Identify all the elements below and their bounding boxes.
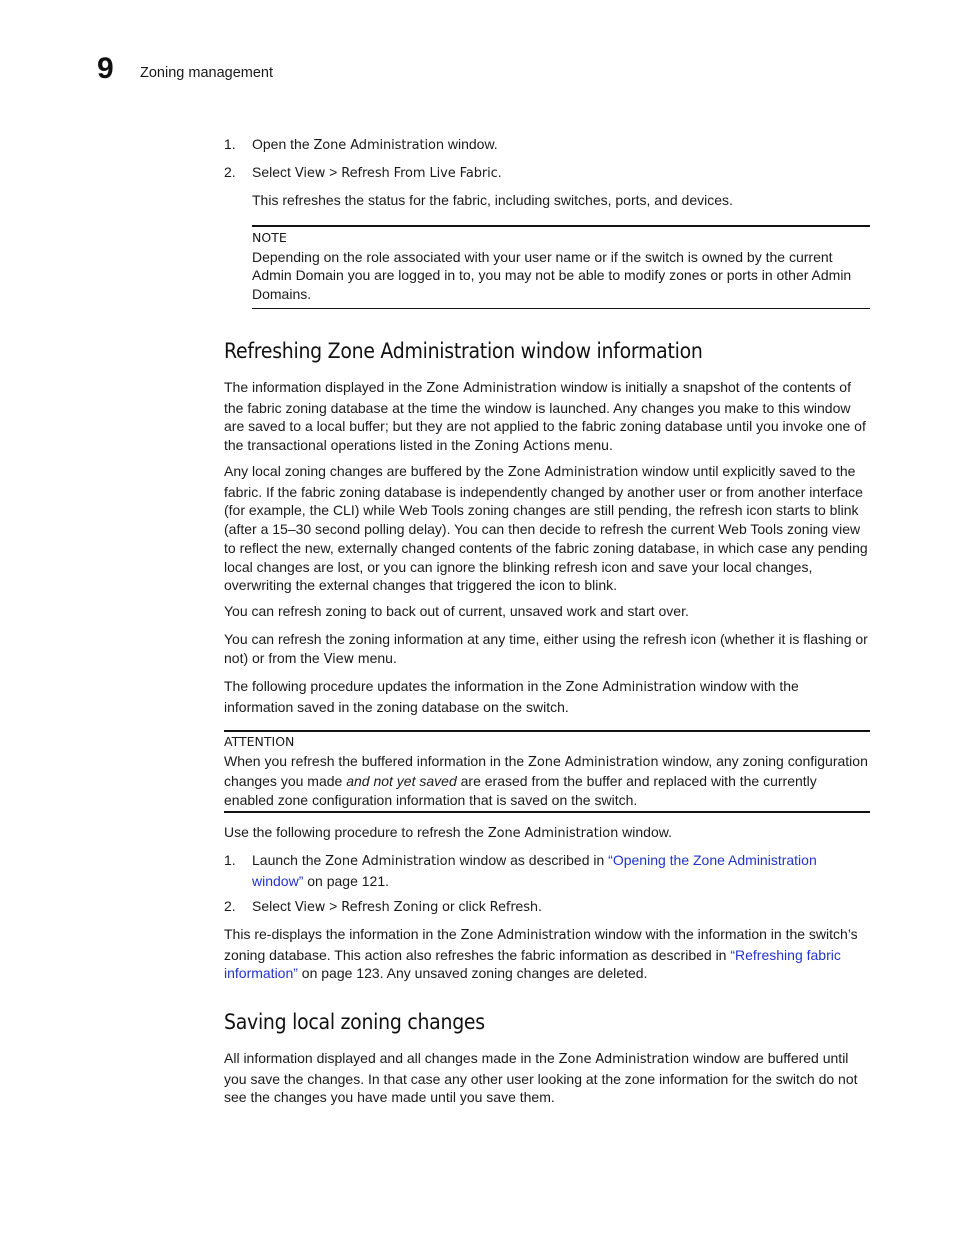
step-number: 2. — [224, 898, 236, 914]
note-text: Depending on the role associated with your user name or if the switch is owned by the current Admin Domain you are logged in to, you may not be able to modify zones or ports in other Admin Domains. — [252, 248, 852, 303]
step-number: 1. — [224, 852, 236, 868]
note — [252, 229, 870, 304]
section-heading: Saving local zoning changes — [224, 1010, 485, 1034]
paragraph: You can refresh the zoning information at any time, either using the refresh icon (whether it is flashing or not) or from the View menu. — [224, 631, 868, 667]
attention — [224, 733, 870, 810]
step-text: Open the Zone Administration window. — [252, 136, 498, 153]
step-text: Select View > Refresh Zoning or click Refresh. — [252, 898, 542, 915]
attention-label: ATTENTION — [224, 734, 295, 749]
ui-term: Zone Administration — [313, 138, 444, 153]
step-result: This refreshes the status for the fabric, including switches, ports, and devices. — [252, 192, 733, 208]
paragraph: The information displayed in the Zone Administration window is initially a snapshot of the contents of the fabric zoning database at the time the window is launched. Any changes you make to this window are saved to a local buffer; but they are not applied to the fabric zoning database until you invoke one of the transactional operations listed in the Zoning Actions menu. — [224, 379, 866, 455]
attention-top-rule — [224, 730, 870, 732]
paragraph: This re-displays the information in the Zone Administration window with the information in the switch’s zoning database. This action also refreshes the fabric information as described in “Refreshing fabric information” on page 123. Any unsaved zoning changes are deleted. — [224, 926, 858, 982]
paragraph: You can refresh zoning to back out of current, unsaved work and start over. — [224, 603, 689, 619]
paragraph: Use the following procedure to refresh the Zone Administration window. — [224, 824, 672, 841]
step-text: Launch the Zone Administration window as described in “Opening the Zone Administration window” on page 121. — [252, 852, 817, 889]
step-text: Select View > Refresh From Live Fabric. — [252, 164, 502, 181]
step-number: 2. — [224, 164, 236, 180]
chapter-number: 9 — [97, 52, 114, 85]
attention-text: When you refresh the buffered information in the Zone Administration window, any zoning configuration changes you made and not yet saved are erased from the buffer and replaced with the currently enabled zone configuration information that is saved on the switch. — [224, 752, 868, 809]
section-heading: Refreshing Zone Administration window information — [224, 339, 703, 363]
cross-reference-link[interactable]: “Opening the Zone Administration window” — [252, 852, 817, 889]
chapter-title: Zoning management — [140, 65, 273, 81]
cross-reference-link[interactable]: “Refreshing fabric information” — [224, 946, 841, 982]
attention-bottom-rule — [224, 811, 870, 813]
note-label: NOTE — [252, 230, 287, 245]
ui-term: View — [294, 166, 326, 181]
note-top-rule — [252, 225, 870, 227]
paragraph: Any local zoning changes are buffered by the Zone Administration window until explicitly saved to the fabric. If the fabric zoning database is independently changed by another user or from another interface (for example, the CLI) while Web Tools zoning changes are still pending, the refresh icon starts to blink (after a 15–30 second polling delay). You can then decide to refresh the current Web Tools zoning view to reflect the new, externally changed contents of the fabric zoning database, in which case any pending local changes are lost, or you can ignore the blinking refresh icon and save your local changes, overwriting the external changes that triggered the icon to blink. — [224, 463, 868, 594]
ui-term: Refresh From Live Fabric — [341, 166, 498, 181]
note-bottom-rule — [252, 308, 870, 309]
step-number: 1. — [224, 136, 236, 152]
paragraph: The following procedure updates the information in the Zone Administration window with the information saved in the zoning database on the switch. — [224, 678, 799, 715]
paragraph: All information displayed and all changes made in the Zone Administration window are buffered until you save the changes. In that case any other user looking at the zone information for the switch do not see the changes you have made until you save them. — [224, 1050, 858, 1106]
